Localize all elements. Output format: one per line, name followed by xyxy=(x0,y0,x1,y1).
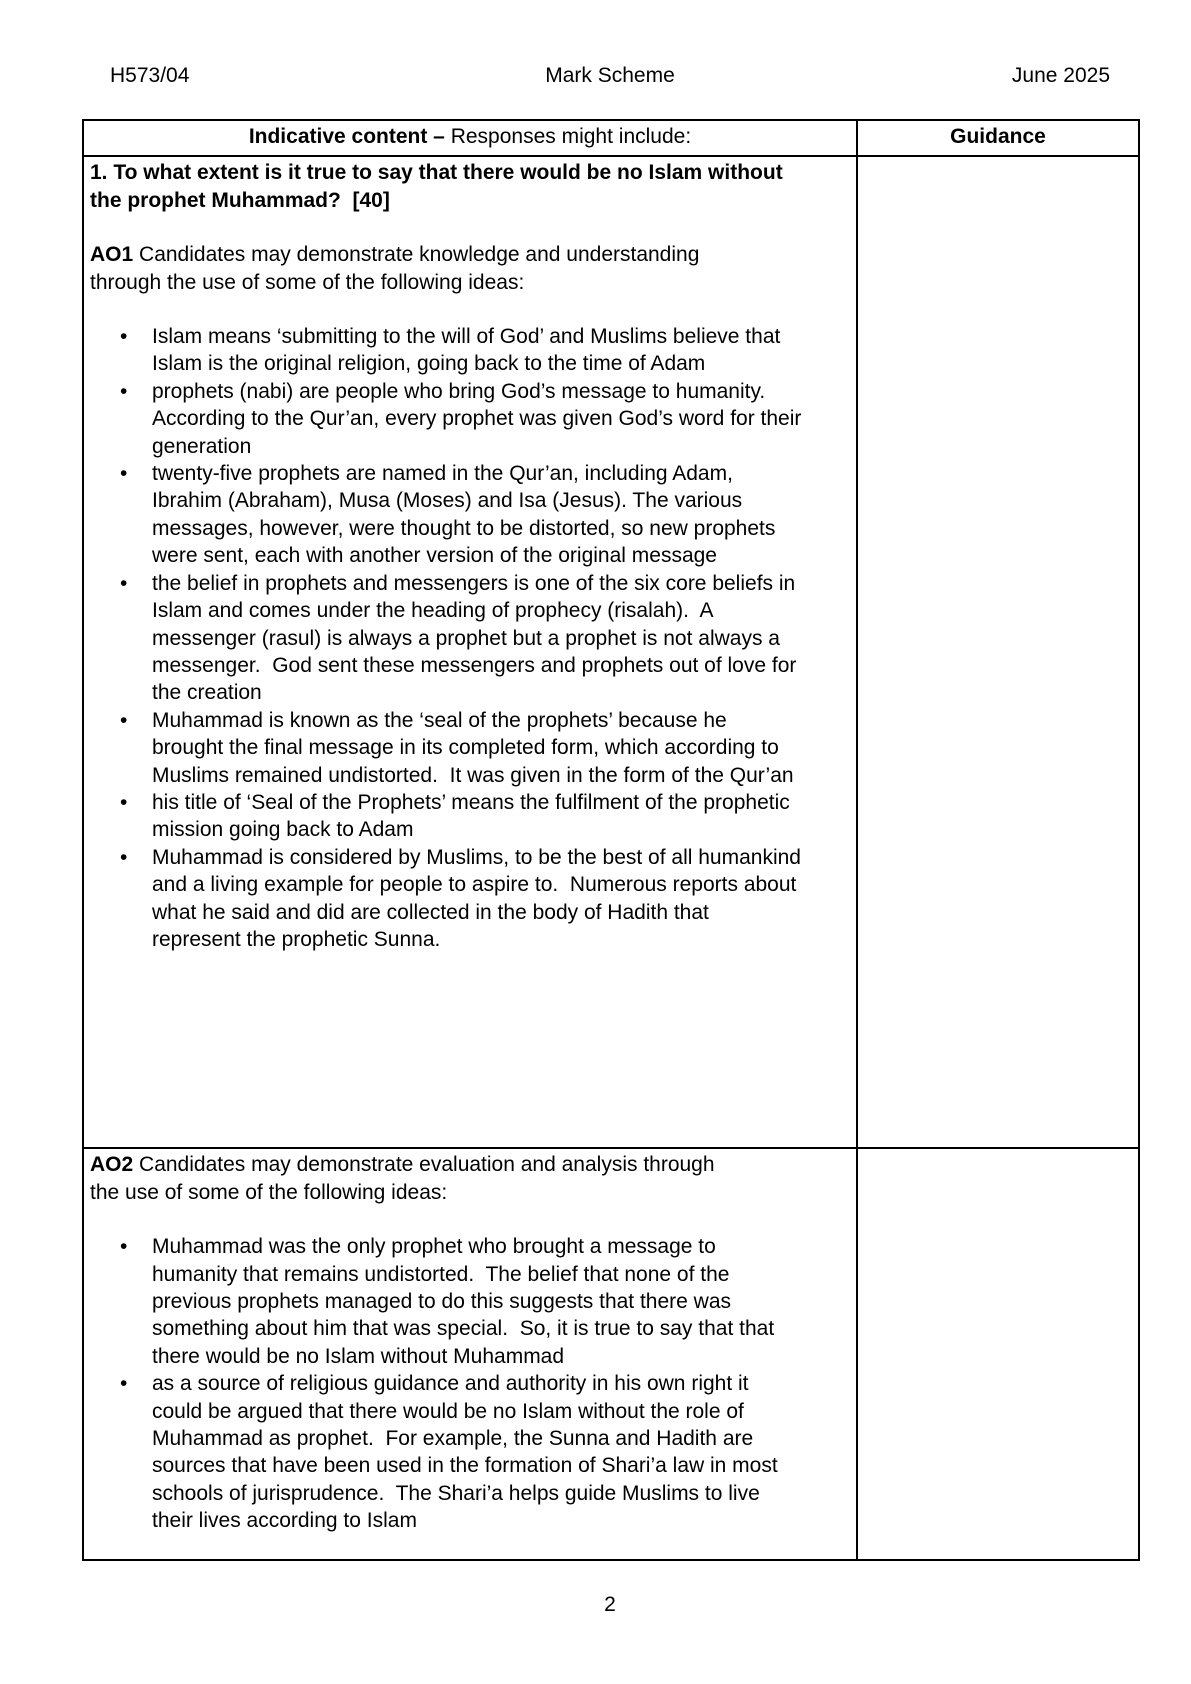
bullet-item xyxy=(90,460,848,570)
bullet-marker: • xyxy=(120,325,128,349)
guidance-header: Guidance xyxy=(857,120,1139,156)
ao2-content-cell xyxy=(83,1148,857,1560)
mark-scheme-table xyxy=(82,119,1140,1561)
session-date: June 2025 xyxy=(1011,64,1111,87)
bullet-marker: • xyxy=(120,845,128,869)
question-title: 1. To what extent is it true to say that there would be no Islam without the prophet Muhammad? [40] xyxy=(90,161,789,212)
paper-code: H573/04 xyxy=(110,64,190,87)
indicative-content-sublabel: Responses might include: xyxy=(444,125,692,149)
bullet-marker: • xyxy=(120,462,128,486)
page-header xyxy=(82,62,1138,89)
bullet-text: Islam means ‘submitting to the will of God’ and Muslims believe that Islam is the original religion, going back to the time of Adam xyxy=(152,325,787,376)
bullet-item xyxy=(90,789,848,844)
bullet-item xyxy=(90,844,848,954)
bullet-text: Muhammad is known as the ‘seal of the prophets’ because he brought the final message in its completed form, which according to Muslims remained undistorted. It was given in the form of the Qur’an xyxy=(152,708,794,787)
bullet-marker: • xyxy=(120,379,128,403)
ao1-guidance-cell xyxy=(857,156,1139,1148)
bullet-text: prophets (nabi) are people who bring God’s message to humanity. According to the Qur’an, every prophet was given God’s word for their generation xyxy=(152,379,808,458)
document-page xyxy=(82,0,1138,1619)
bullet-text: Muhammad was the only prophet who brought a message to humanity that remains undistorted. The belief that none of the previous prophets managed to do this suggests that there was something about him that was special. So, it is true to say that that there would be no Islam without Muhammad xyxy=(152,1235,780,1368)
ao1-content-cell xyxy=(83,156,857,1148)
document-title: Mark Scheme xyxy=(545,64,675,87)
bullet-marker: • xyxy=(120,708,128,732)
bullet-marker: • xyxy=(120,571,128,595)
bullet-marker: • xyxy=(120,1235,128,1259)
table-header-row xyxy=(83,120,1139,156)
bullet-marker: • xyxy=(120,1372,128,1396)
ao1-bullet-list xyxy=(90,323,848,953)
bullet-text: the belief in prophets and messengers is one of the six core beliefs in Islam and comes under the heading of prophecy (risalah). A messenger (rasul) is always a prophet but a prophet is not always a messenger. God sent these messengers and prophets out of love for the creation xyxy=(152,571,803,705)
bullet-text: twenty-five prophets are named in the Qur’an, including Adam, Ibrahim (Abraham), Musa (Moses) and Isa (Jesus). The various messages, however, were thought to be distorted, so new prophets were sent, each with another version of the original message xyxy=(152,462,782,568)
ao2-guidance-cell xyxy=(857,1148,1139,1560)
bullet-text: Muhammad is considered by Muslims, to be the best of all humankind and a living example for people to aspire to. Numerous reports about what he said and did are collected in the body of Hadith that represent the prophetic Sunna. xyxy=(152,845,807,951)
ao1-label: AO1 xyxy=(90,243,134,267)
ao1-intro xyxy=(90,241,742,296)
ao2-bullet-list xyxy=(90,1233,848,1534)
ao1-row xyxy=(83,156,1139,1148)
bullet-item xyxy=(90,1370,848,1534)
bullet-item xyxy=(90,707,848,789)
bullet-text: his title of ‘Seal of the Prophets’ means the fulfilment of the prophetic mission going back to Adam xyxy=(152,790,796,842)
page-footer xyxy=(82,1591,1138,1618)
bullet-item xyxy=(90,323,848,378)
ao2-row xyxy=(83,1148,1139,1560)
bullet-item xyxy=(90,1233,848,1370)
bullet-item xyxy=(90,378,848,460)
indicative-content-header xyxy=(83,120,857,156)
bullet-marker: • xyxy=(120,790,128,814)
bullet-item xyxy=(90,570,848,707)
page-number: 2 xyxy=(604,1593,616,1617)
ao2-label: AO2 xyxy=(90,1153,134,1177)
ao1-intro-text: Candidates may demonstrate knowledge and understanding through the use of some of the following ideas: xyxy=(90,243,706,294)
bullet-text: as a source of religious guidance and authority in his own right it could be argued that there would be no Islam without the role of Muhammad as prophet. For example, the Sunna and Hadith are sources that have been used in the formation of Shari’a law in most schools of jurisprudence. The Shari’a helps guide Muslims to live their lives according to Islam xyxy=(152,1372,784,1533)
ao2-intro xyxy=(90,1151,742,1206)
ao2-intro-text: Candidates may demonstrate evaluation and analysis through the use of some of the following ideas: xyxy=(90,1153,721,1204)
indicative-content-label: Indicative content – xyxy=(248,125,445,149)
